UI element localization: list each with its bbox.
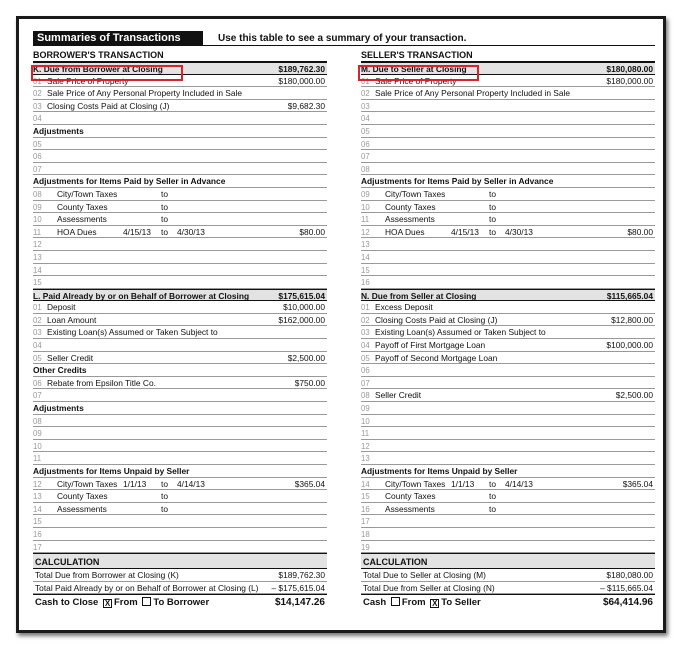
line-amount: $100,000.00 <box>606 340 653 351</box>
line-number: 13 <box>33 492 42 502</box>
line-item <box>33 352 327 365</box>
section-subtitle: Use this table to see a summary of your transaction. <box>218 33 467 44</box>
line-item <box>361 87 655 100</box>
line-number: 05 <box>33 353 42 363</box>
line-label: Payoff of First Mortgage Loan <box>375 340 486 351</box>
line-number: 13 <box>33 252 42 262</box>
adjustment-item: County Taxes <box>385 491 436 502</box>
line-amount: $750.00 <box>294 377 325 388</box>
seller-heading: SELLER'S TRANSACTION <box>361 49 655 62</box>
subsection-heading <box>33 125 327 138</box>
line-item <box>361 138 655 151</box>
line-item <box>361 364 655 377</box>
line-item <box>33 112 327 125</box>
line-number: 08 <box>361 391 370 401</box>
cash-row <box>33 594 327 610</box>
line-item <box>361 452 655 465</box>
line-item <box>361 112 655 125</box>
from-checkbox[interactable] <box>391 597 400 606</box>
adjustment-item: Assessments <box>385 214 435 225</box>
line-number: 05 <box>361 353 370 363</box>
line-number: 04 <box>33 341 42 351</box>
adjustment-item: City/Town Taxes <box>385 188 446 199</box>
line-number: 09 <box>361 189 370 199</box>
line-number: 13 <box>361 240 370 250</box>
line-number: 09 <box>33 429 42 439</box>
calculation-heading: CALCULATION <box>33 553 327 569</box>
adjustment-item: City/Town Taxes <box>57 188 118 199</box>
adjustment-to-word: to <box>161 214 168 225</box>
subsection-label: Other Credits <box>33 365 87 376</box>
section-total: $175,615.04 <box>278 290 325 301</box>
line-label: Payoff of Second Mortgage Loan <box>375 352 498 363</box>
line-item <box>361 352 655 365</box>
adjustment-item: Assessments <box>385 503 435 514</box>
adjustment-to-word: to <box>489 201 496 212</box>
line-number: 12 <box>33 479 42 489</box>
from-checkbox[interactable]: X <box>104 599 111 609</box>
line-amount: $162,000.00 <box>278 314 325 325</box>
line-label: Excess Deposit <box>375 302 433 313</box>
line-number: 07 <box>33 164 42 174</box>
line-item <box>361 276 655 289</box>
calculation-amount: $180,080.00 <box>606 570 653 581</box>
line-item <box>361 238 655 251</box>
line-label: Closing Costs Paid at Closing (J) <box>47 100 170 111</box>
line-number: 04 <box>361 341 370 351</box>
cash-total: $14,147.26 <box>274 597 325 609</box>
adjustment-row <box>361 503 655 516</box>
line-number: 08 <box>33 189 42 199</box>
line-item <box>33 251 327 264</box>
line-number: 12 <box>361 441 370 451</box>
calculation-label: Total Paid Already by or on Behalf of Borrower at Closing (L) <box>35 582 259 593</box>
cash-label: Cash <box>363 597 387 609</box>
adjustment-row <box>361 226 655 239</box>
m-highlight-box <box>358 65 479 81</box>
adjustment-end-date: 4/14/13 <box>177 478 205 489</box>
calculation-label: Total Due from Seller at Closing (N) <box>363 582 495 593</box>
line-label: Sale Price of Property <box>47 75 129 86</box>
section-label: N. Due from Seller at Closing <box>361 290 477 301</box>
subsection-heading <box>33 175 327 188</box>
line-number: 14 <box>33 265 42 275</box>
adjustment-item: County Taxes <box>57 201 108 212</box>
line-number: 06 <box>33 378 42 388</box>
adjustment-row <box>33 490 327 503</box>
adjustment-row <box>33 188 327 201</box>
line-item <box>361 301 655 314</box>
adjustment-to-word: to <box>161 478 168 489</box>
subsection-label: Adjustments <box>33 125 84 136</box>
line-item <box>33 515 327 528</box>
adjustment-from-date: 1/1/13 <box>123 478 147 489</box>
calculation-heading: CALCULATION <box>361 553 655 569</box>
adjustment-to-word: to <box>161 226 168 237</box>
adjustment-row <box>361 201 655 214</box>
line-number: 11 <box>33 454 42 464</box>
line-label: Closing Costs Paid at Closing (J) <box>375 314 498 325</box>
line-number: 03 <box>33 328 42 338</box>
line-label: Rebate from Epsilon Title Co. <box>47 377 156 388</box>
adjustment-to-word: to <box>489 226 496 237</box>
line-item <box>361 389 655 402</box>
adjustment-item: HOA Dues <box>57 226 97 237</box>
line-amount: $180,000.00 <box>606 75 653 86</box>
adjustment-to-word: to <box>489 214 496 225</box>
line-label: Existing Loan(s) Assumed or Taken Subject to <box>47 327 218 338</box>
line-number: 14 <box>361 479 370 489</box>
line-item <box>33 301 327 314</box>
line-label: Existing Loan(s) Assumed or Taken Subject to <box>375 327 546 338</box>
adjustment-row <box>361 490 655 503</box>
cash-total: $64,414.96 <box>602 597 653 609</box>
line-number: 15 <box>361 265 370 275</box>
line-item <box>361 150 655 163</box>
subsection-label: Adjustments for Items Unpaid by Seller <box>33 466 190 476</box>
line-number: 02 <box>33 89 42 99</box>
section-label: K. Due from Borrower at Closing <box>33 64 163 74</box>
section-total: $180,080.00 <box>606 64 653 74</box>
line-item <box>361 541 655 554</box>
subsection-label: Adjustments for Items Unpaid by Seller <box>361 466 518 476</box>
line-amount: $12,800.00 <box>611 314 653 325</box>
line-item <box>33 452 327 465</box>
adjustment-to-word: to <box>161 201 168 212</box>
line-number: 15 <box>33 278 42 288</box>
line-item <box>33 440 327 453</box>
line-number: 01 <box>33 303 42 313</box>
subsection-label: Adjustments <box>33 403 84 414</box>
line-number: 17 <box>361 517 370 527</box>
adjustment-end-date: 4/14/13 <box>505 478 533 489</box>
line-number: 07 <box>361 152 370 162</box>
line-item <box>33 339 327 352</box>
line-number: 10 <box>361 202 370 212</box>
line-number: 08 <box>361 164 370 174</box>
calculation-amount: – $175,615.04 <box>271 582 325 593</box>
subsection-heading <box>33 465 327 478</box>
adjustment-row <box>33 213 327 226</box>
line-amount: $10,000.00 <box>283 302 325 313</box>
line-number: 01 <box>361 303 370 313</box>
section-n <box>361 289 655 302</box>
line-number: 03 <box>361 328 370 338</box>
calculation-amount: – $115,665.04 <box>600 582 653 593</box>
line-label: Sale Price of Any Personal Property Included in Sale <box>375 88 571 99</box>
subsection-heading <box>33 402 327 415</box>
line-number: 06 <box>33 152 42 162</box>
line-number: 11 <box>361 215 370 225</box>
adjustment-amount: $80.00 <box>627 226 653 237</box>
cash-row <box>361 594 655 610</box>
line-number: 11 <box>361 429 370 439</box>
adjustment-to-word: to <box>161 503 168 514</box>
line-number: 16 <box>361 278 370 288</box>
line-item <box>33 326 327 339</box>
line-item <box>361 100 655 113</box>
adjustment-to-word: to <box>489 491 496 502</box>
line-number: 06 <box>361 366 370 376</box>
line-number: 07 <box>33 391 42 401</box>
line-number: 10 <box>361 416 370 426</box>
adjustment-item: County Taxes <box>385 201 436 212</box>
adjustment-row <box>33 201 327 214</box>
line-number: 15 <box>361 492 370 502</box>
form-header <box>33 31 655 46</box>
adjustment-to-word: to <box>489 478 496 489</box>
subsection-label: Adjustments for Items Paid by Seller in Advance <box>361 176 554 187</box>
line-number: 04 <box>361 114 370 124</box>
calculation-label: Total Due to Seller at Closing (M) <box>363 570 486 581</box>
from-label: From <box>114 597 138 609</box>
line-number: 04 <box>33 114 42 124</box>
line-number: 05 <box>361 126 370 136</box>
line-number: 12 <box>33 240 42 250</box>
line-number: 05 <box>33 139 42 149</box>
adjustment-item: HOA Dues <box>385 226 425 237</box>
borrower-column <box>33 49 327 610</box>
adjustment-to-word: to <box>489 503 496 514</box>
line-number: 02 <box>361 315 370 325</box>
seller-column <box>361 49 655 610</box>
to-checkbox[interactable]: X <box>432 599 438 609</box>
line-number: 14 <box>33 504 42 514</box>
borrower-heading: BORROWER'S TRANSACTION <box>33 49 327 62</box>
line-item <box>33 528 327 541</box>
calculation-row <box>33 582 327 595</box>
line-item <box>361 163 655 176</box>
line-number: 14 <box>361 252 370 262</box>
line-number: 18 <box>361 529 370 539</box>
calculation-row <box>361 582 655 595</box>
section-title: Summaries of Transactions <box>33 31 203 46</box>
line-number: 16 <box>361 504 370 514</box>
line-number: 10 <box>33 215 42 225</box>
line-item <box>361 402 655 415</box>
line-item <box>361 528 655 541</box>
line-label: Loan Amount <box>47 314 97 325</box>
adjustment-item: City/Town Taxes <box>57 478 118 489</box>
line-number: 17 <box>33 542 42 552</box>
adjustment-row <box>361 213 655 226</box>
line-item <box>361 415 655 428</box>
line-item <box>361 326 655 339</box>
line-number: 16 <box>33 529 42 539</box>
from-label: From <box>401 597 426 609</box>
cash-label: Cash to Close <box>35 597 99 609</box>
adjustment-row <box>361 478 655 491</box>
calculation-row <box>33 569 327 582</box>
line-number: 13 <box>361 454 370 464</box>
line-amount: $180,000.00 <box>278 75 325 86</box>
subsection-label: Adjustments for Items Paid by Seller in Advance <box>33 176 226 187</box>
line-item <box>33 427 327 440</box>
adjustment-item: Assessments <box>57 214 107 225</box>
adjustment-from-date: 1/1/13 <box>451 478 475 489</box>
line-item <box>361 314 655 327</box>
line-item <box>33 100 327 113</box>
adjustment-to-word: to <box>161 491 168 502</box>
line-item <box>361 339 655 352</box>
subsection-heading <box>361 175 655 188</box>
line-item <box>361 440 655 453</box>
line-number: 02 <box>33 315 42 325</box>
calculation-label: Total Due from Borrower at Closing (K) <box>35 570 179 581</box>
line-number: 03 <box>361 101 370 111</box>
line-item <box>33 150 327 163</box>
to-checkbox[interactable] <box>142 597 151 606</box>
line-item <box>33 87 327 100</box>
line-item <box>33 138 327 151</box>
line-number: 02 <box>361 89 370 99</box>
section-total: $189,762.30 <box>278 64 325 74</box>
adjustment-from-date: 4/15/13 <box>123 226 151 237</box>
line-number: 08 <box>33 416 42 426</box>
line-item <box>361 377 655 390</box>
line-number: 09 <box>361 404 370 414</box>
line-item <box>361 427 655 440</box>
subsection-heading <box>33 364 327 377</box>
adjustment-amount: $365.04 <box>622 478 653 489</box>
line-number: 06 <box>361 139 370 149</box>
adjustment-item: City/Town Taxes <box>385 478 446 489</box>
adjustment-amount: $365.04 <box>294 478 325 489</box>
line-number: 11 <box>33 227 42 237</box>
to-label: To Borrower <box>153 597 210 609</box>
line-amount: $9,682.30 <box>287 100 325 111</box>
line-item <box>33 264 327 277</box>
line-number: 10 <box>33 441 42 451</box>
line-label: Deposit <box>47 302 76 313</box>
adjustment-item: Assessments <box>57 503 107 514</box>
line-number: 09 <box>33 202 42 212</box>
k-highlight-box <box>31 65 183 81</box>
line-number: 12 <box>361 227 370 237</box>
summaries-form <box>16 16 666 633</box>
calculation-row <box>361 569 655 582</box>
section-l <box>33 289 327 302</box>
adjustment-row <box>33 503 327 516</box>
line-item <box>33 541 327 554</box>
adjustment-amount: $80.00 <box>299 226 325 237</box>
adjustment-row <box>33 478 327 491</box>
to-label: To Seller <box>441 597 481 609</box>
line-item <box>33 415 327 428</box>
line-item <box>33 314 327 327</box>
line-item <box>361 251 655 264</box>
line-item <box>33 377 327 390</box>
adjustment-end-date: 4/30/13 <box>505 226 533 237</box>
line-item <box>361 125 655 138</box>
line-label: Seller Credit <box>47 352 94 363</box>
adjustment-item: County Taxes <box>57 491 108 502</box>
line-item <box>361 264 655 277</box>
line-amount: $2,500.00 <box>615 390 653 401</box>
line-label: Sale Price of Any Personal Property Included in Sale <box>47 88 243 99</box>
subsection-heading <box>361 465 655 478</box>
adjustment-to-word: to <box>161 188 168 199</box>
line-item <box>33 238 327 251</box>
adjustment-row <box>33 226 327 239</box>
adjustment-end-date: 4/30/13 <box>177 226 205 237</box>
line-item <box>33 389 327 402</box>
line-number: 19 <box>361 542 370 552</box>
line-label: Seller Credit <box>375 390 422 401</box>
line-amount: $2,500.00 <box>287 352 325 363</box>
adjustment-row <box>361 188 655 201</box>
line-number: 01 <box>33 76 42 86</box>
line-label: Sale Price of Property <box>375 75 457 86</box>
adjustment-to-word: to <box>489 188 496 199</box>
line-item <box>33 276 327 289</box>
section-label: M. Due to Seller at Closing <box>361 64 467 74</box>
line-number: 07 <box>361 378 370 388</box>
line-number: 03 <box>33 101 42 111</box>
calculation-amount: $189,762.30 <box>278 570 325 581</box>
line-number: 01 <box>361 76 370 86</box>
line-item <box>33 163 327 176</box>
section-label: L. Paid Already by or on Behalf of Borrower at Closing <box>33 290 250 301</box>
adjustment-from-date: 4/15/13 <box>451 226 479 237</box>
section-total: $115,665.04 <box>606 290 653 301</box>
line-item <box>361 515 655 528</box>
line-number: 15 <box>33 517 42 527</box>
